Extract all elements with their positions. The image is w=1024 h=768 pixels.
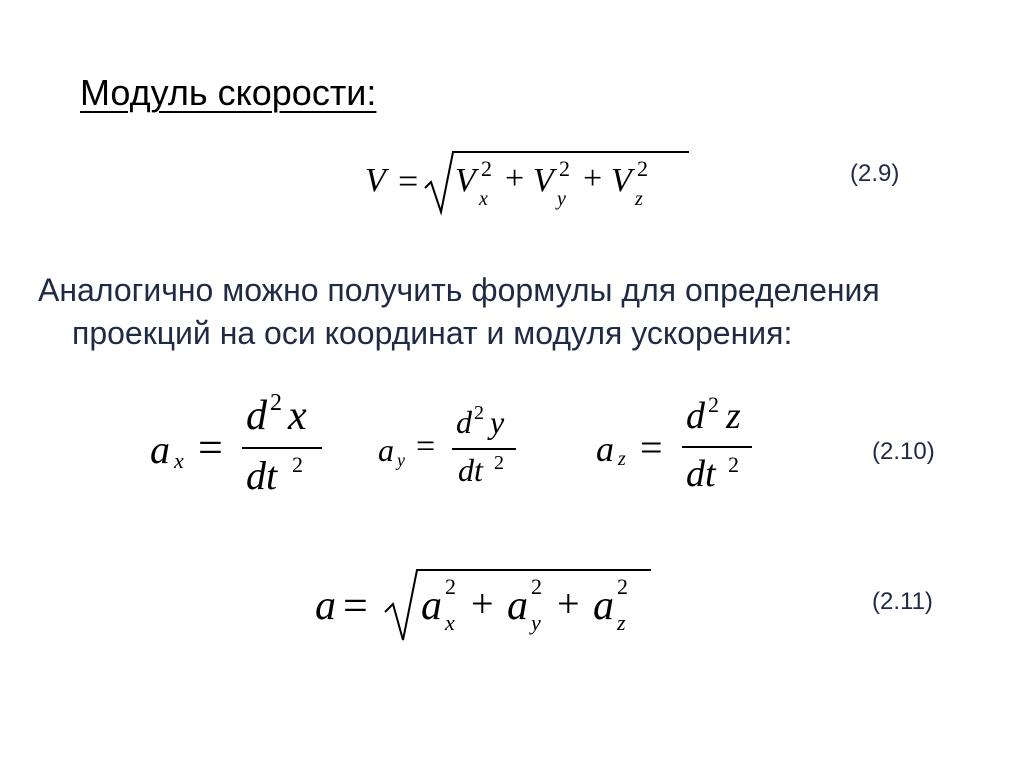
- eq211-equals: =: [343, 581, 368, 630]
- eq210-lhs-base: a: [596, 429, 614, 469]
- equation-acceleration-y: [378, 400, 538, 500]
- eq210-lhs-sub: y: [397, 450, 405, 470]
- eq29-term-sup: 2: [481, 156, 492, 181]
- eq210-den: dt: [246, 453, 278, 498]
- eq29-term-sub: x: [479, 188, 488, 210]
- eq210-den-sup: 2: [728, 452, 739, 477]
- paragraph-line-2: проекций на оси координат и модуля ускорения:: [72, 315, 793, 351]
- equation-acceleration-magnitude: [315, 566, 660, 646]
- eq210-equals: =: [640, 425, 663, 470]
- eq210-den-sup: 2: [292, 452, 303, 477]
- eq210-num-var: z: [726, 395, 741, 437]
- eq210-lhs-base: a: [150, 427, 170, 472]
- fraction-bar: [682, 446, 752, 448]
- eq210-equals: =: [416, 428, 436, 465]
- eq29-plus: +: [505, 160, 525, 197]
- eq211-lhs: a: [315, 583, 336, 629]
- slide-title: Модуль скорости:: [80, 72, 377, 113]
- eq211-plus: +: [471, 581, 494, 626]
- eq210-num-var: x: [288, 393, 307, 439]
- eq29-equals: =: [398, 161, 419, 201]
- eq211-term-sup: 2: [617, 574, 628, 599]
- eq210-num-var: y: [490, 404, 505, 440]
- eq29-term-base: V: [533, 162, 554, 199]
- eq210-num-d: d: [686, 395, 705, 437]
- fraction-bar: [242, 447, 322, 449]
- eq29-term-sub: y: [557, 188, 566, 210]
- eq211-term-sub: z: [617, 610, 626, 635]
- equation-number-2-9: (2.9): [850, 160, 900, 187]
- eq210-den: dt: [458, 452, 483, 488]
- eq211-term-sub: x: [445, 610, 455, 635]
- eq211-term-sub: y: [531, 610, 541, 635]
- eq29-lhs: V: [365, 162, 386, 199]
- eq210-num-sup: 2: [474, 402, 484, 424]
- eq29-term-base: V: [611, 162, 632, 199]
- eq211-term-base: a: [421, 583, 442, 629]
- equation-acceleration-z: [596, 392, 766, 500]
- eq210-lhs-sub: z: [618, 448, 626, 470]
- eq210-equals: =: [198, 423, 223, 472]
- equation-acceleration-x: [150, 390, 330, 500]
- eq29-plus: +: [583, 160, 603, 197]
- eq210-num-d: d: [456, 404, 472, 440]
- eq211-term-sup: 2: [445, 574, 456, 599]
- eq211-term-base: a: [593, 583, 614, 629]
- eq211-term-sup: 2: [531, 574, 542, 599]
- eq29-term-base: V: [455, 162, 476, 199]
- equation-number-2-11: (2.11): [872, 588, 933, 615]
- eq210-num-sup: 2: [708, 392, 719, 417]
- eq210-lhs-sub: x: [174, 448, 184, 473]
- eq210-den: dt: [686, 453, 716, 495]
- eq210-num-sup: 2: [270, 390, 282, 416]
- eq210-lhs-base: a: [378, 432, 394, 468]
- eq29-term-sub: z: [635, 188, 643, 210]
- equation-velocity-magnitude: [365, 148, 695, 218]
- equation-number-2-10: (2.10): [872, 438, 935, 465]
- eq211-term-base: a: [507, 583, 528, 629]
- eq211-plus: +: [557, 581, 580, 626]
- eq210-den-sup: 2: [494, 452, 504, 474]
- paragraph-line-1: Аналогично можно получить формулы для определения: [38, 272, 880, 308]
- eq29-term-sup: 2: [559, 156, 570, 181]
- fraction-bar: [452, 448, 516, 450]
- eq29-term-sup: 2: [637, 156, 648, 181]
- eq210-num-d: d: [246, 393, 267, 439]
